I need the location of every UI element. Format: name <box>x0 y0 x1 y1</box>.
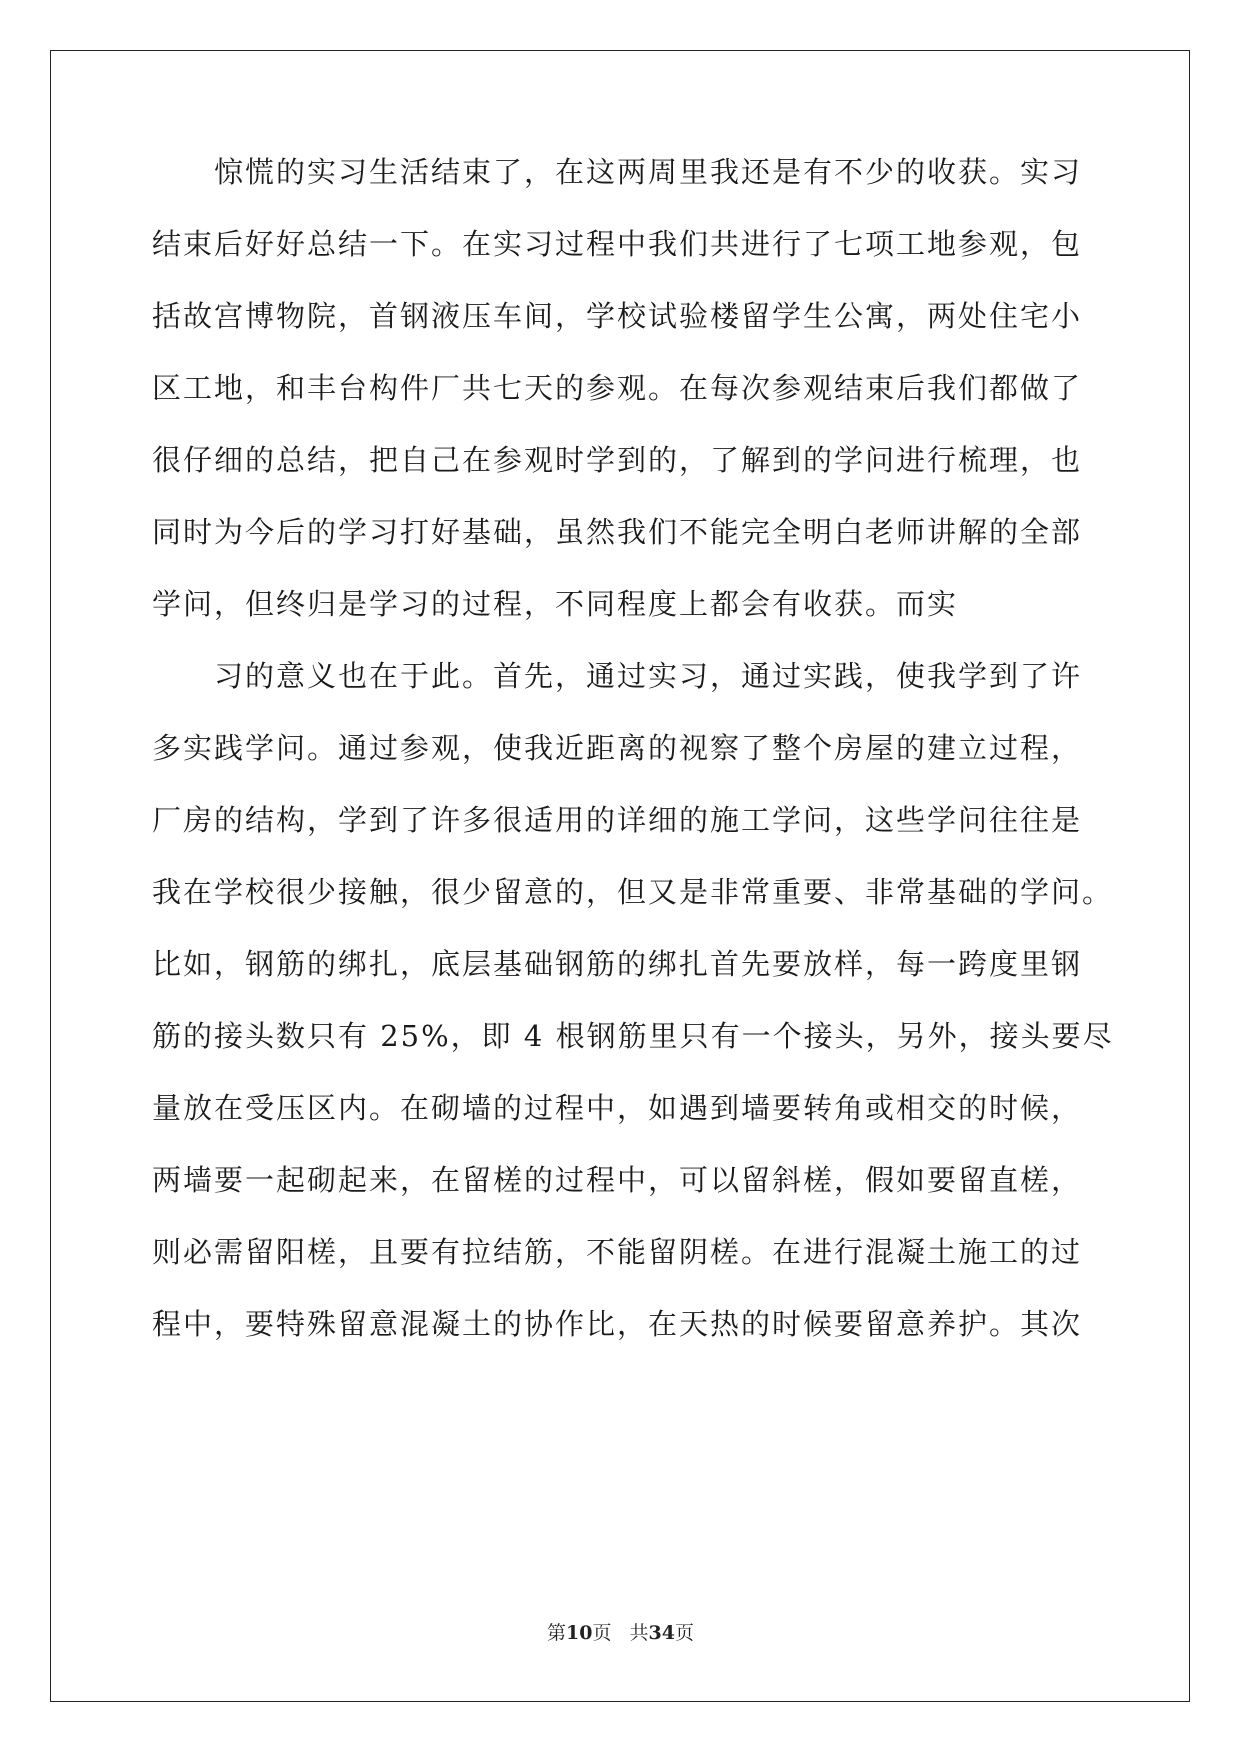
text-line: 厂房的结构，学到了许多很适用的详细的施工学问，这些学问往往是 <box>152 803 1083 837</box>
text-line: 惊慌的实习生活结束了，在这两周里我还是有不少的收获。实习 <box>214 155 1083 189</box>
text-line: 括故宫博物院，首钢液压车间，学校试验楼留学生公寓，两处住宅小 <box>152 299 1083 333</box>
text-line: 程中，要特殊留意混凝土的协作比，在天热的时候要留意养护。其次 <box>152 1307 1083 1341</box>
footer-page-suffix: 页 <box>592 1622 612 1644</box>
footer-prefix: 第 <box>547 1622 567 1644</box>
text-line: 量放在受压区内。在砌墙的过程中，如遇到墙要转角或相交的时候， <box>152 1091 1083 1125</box>
text-line: 两墙要一起砌起来，在留槎的过程中，可以留斜槎，假如要留直槎， <box>152 1163 1083 1197</box>
text-line: 我在学校很少接触，很少留意的，但又是非常重要、非常基础的学问。 <box>152 875 1114 909</box>
text-line: 很仔细的总结，把自己在参观时学到的，了解到的学问进行梳理，也 <box>152 443 1083 477</box>
text-line: 多实践学问。通过参观，使我近距离的视察了整个房屋的建立过程， <box>152 731 1083 765</box>
text-line: 习的意义也在于此。首先，通过实习，通过实践，使我学到了许 <box>214 659 1083 693</box>
total-page-count: 34 <box>648 1622 675 1644</box>
footer-total-prefix: 共 <box>629 1622 649 1644</box>
text-line: 结束后好好总结一下。在实习过程中我们共进行了七项工地参观，包 <box>152 227 1083 261</box>
text-line: 区工地，和丰台构件厂共七天的参观。在每次参观结束后我们都做了 <box>152 371 1083 405</box>
text-line: 同时为今后的学习打好基础，虽然我们不能完全明白老师讲解的全部 <box>152 515 1083 549</box>
footer-total-suffix: 页 <box>674 1622 694 1644</box>
text-line: 筋的接头数只有 25%，即 4 根钢筋里只有一个接头，另外，接头要尽 <box>152 1019 1114 1053</box>
current-page-number: 10 <box>566 1622 593 1644</box>
page-footer <box>0 1620 1241 1646</box>
text-line: 则必需留阳槎，且要有拉结筋，不能留阴槎。在进行混凝土施工的过 <box>152 1235 1083 1269</box>
text-line: 比如，钢筋的绑扎，底层基础钢筋的绑扎首先要放样，每一跨度里钢 <box>152 947 1083 981</box>
text-line: 学问，但终归是学习的过程，不同程度上都会有收获。而实 <box>152 587 959 621</box>
